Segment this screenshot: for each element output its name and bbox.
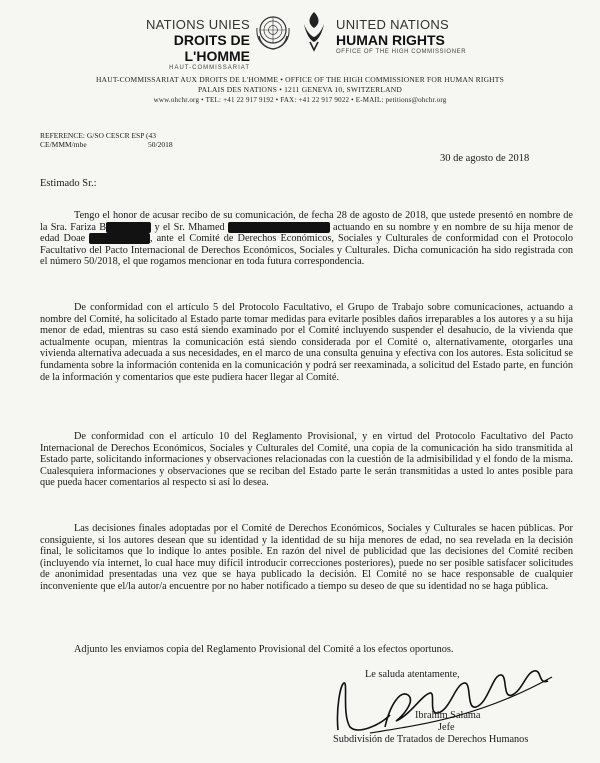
paragraph-4: Las decisiones finales adoptadas por el Comité de Derechos Económicos, Sociales y Culturales se hacen públicas. Por consiguiente, si los autores desean que su identidad y la identidad de su hija menores de edad, no sea revelada en la decisión final, le solicitamos que lo indique lo antes posible. En razón del nivel de publicidad que las decisiones del Comité reciben (incluyendo vía internet, lo cual hace muy difícil introducir correcciones posteriores), puede no ser posible satisfacer solicitudes de anonimidad presentadas una vez que se haya publicado la decisión. El Comité no se hace responsable de cualquier inconveniente que el/la autor/a encuentre por no haber notificado a tiempo su deseo de que su identidad no se haga pública. — [40, 523, 573, 592]
contact-line: www.ohchr.org • TEL: +41 22 917 9192 • FAX: +41 22 917 9022 • E-MAIL: petitions@ohchr.org — [153, 96, 447, 104]
signatory-name: Ibrahim Salama — [415, 710, 481, 721]
redaction-surname-3: xxxxxxxxxxx — [91, 233, 148, 245]
human-rights-emblem-icon — [298, 8, 330, 52]
paragraph-2: De conformidad con el artículo 5 del Protocolo Facultativo, el Grupo de Trabajo sobre comunicaciones, actuando a nombre del Comité, ha solicitado al Estado parte tomar medidas para evitarle posibles daños irreparables a los autores y a su hija menor de edad, mientras su caso está siendo examinado por el Comité incluyendo suspender el desahucio, de la vivienda que actualmente ocupan, mientras la comunicación está siendo considerada por el Comité o, alternativamente, otorgarles una vivienda alternativa adecuada a sus necesidades, en el marco de una consulta genuina y efectiva con los autores. Esta solicitud se fundamenta sobre la información contenida en la comunicación y podrá ser reexaminada, a solicitud del Estado parte, en función de la información y comentarios que este pudiera hacer llegar al Comité. — [40, 302, 573, 383]
address-line-1: HAUT-COMMISSARIAT AUX DROITS DE L'HOMME • OFFICE OF THE HIGH COMMISSIONER FOR HUMAN RIGHTS — [96, 75, 504, 84]
org-name-fr: NATIONS UNIES — [145, 17, 250, 32]
org-name-en: UNITED NATIONS — [336, 17, 450, 32]
redaction-surname-1: xxxxxxxx — [108, 221, 150, 233]
reference-initials: CE/MMM/mbe — [40, 140, 87, 149]
paragraph-1-text-c: actuando en su nombre y en nombre de su hija menor de edad Doae — [40, 221, 574, 245]
reference-block — [40, 131, 173, 149]
org-office-fr: HAUT-COMMISSARIAT — [169, 65, 250, 71]
salutation: Estimado Sr.: — [40, 178, 97, 189]
un-emblem-icon — [253, 12, 293, 52]
redaction-surname-2: xxxxxxxxxxxxxxxxxxx — [229, 221, 328, 233]
letterhead-right — [336, 17, 496, 55]
closing: Le saluda atentamente, — [365, 669, 460, 680]
org-office-en: OFFICE OF THE HIGH COMMISSIONER — [336, 49, 467, 55]
paragraph-1-text-b: y el Sr. Mhamed — [151, 221, 228, 233]
reference-number: 50/2018 — [148, 140, 173, 149]
reference-line-2 — [40, 140, 173, 149]
paragraph-1-text-a: Tengo el honor de acusar recibo de su comunicación, de fecha 28 de agosto de 2018, que ustede presentó en nombre de la Sra. Fariza B — [40, 210, 573, 233]
org-subtitle-en: HUMAN RIGHTS — [336, 32, 445, 48]
paragraph-1-text-d: , ante el Comité de Derechos Económicos, Sociales y Culturales de conformidad con el Protocolo Facultativo del Pacto Internacional de Derechos Económicos, Sociales y Culturales. Dicha comunicación ha sido registrada con el número 50/2018, el que rogamos mencionar en toda futura correspondencia. — [40, 233, 573, 268]
paragraph-5: Adjunto les enviamos copia del Reglamento Provisional del Comité a los efectos oportunos. — [74, 644, 454, 655]
org-subtitle-fr: DROITS DE L'HOMME — [173, 32, 250, 64]
paragraph-3: De conformidad con el artículo 10 del Reglamento Provisional, y en virtud del Protocolo Facultativo del Pacto Internacional de Derechos Económicos, Sociales y Culturales del Comité, una copia de la comunicación ha sido transmitida al Estado parte, solicitando informaciones y observaciones relacionadas con la cuestión de la admisibilidad y el fondo de la misma. Cualesquiera informaciones y observaciones que se reciban del Estado parte le serán transmitidas a usted lo antes posible para que pueda hacer comentarios al respecto si así lo desea. — [40, 431, 573, 489]
signatory-title: Jefe — [438, 722, 455, 733]
reference-line-1: REFERENCE: G/SO CESCR ESP (43 — [40, 131, 156, 140]
signatory-unit: Subdivisión de Tratados de Derechos Humanos — [333, 734, 529, 745]
letter-date: 30 de agosto de 2018 — [440, 153, 530, 164]
address-line-2: PALAIS DES NATIONS • 1211 GENEVA 10, SWITZERLAND — [197, 85, 403, 94]
paragraph-1 — [40, 210, 573, 268]
letterhead-left — [120, 17, 250, 71]
